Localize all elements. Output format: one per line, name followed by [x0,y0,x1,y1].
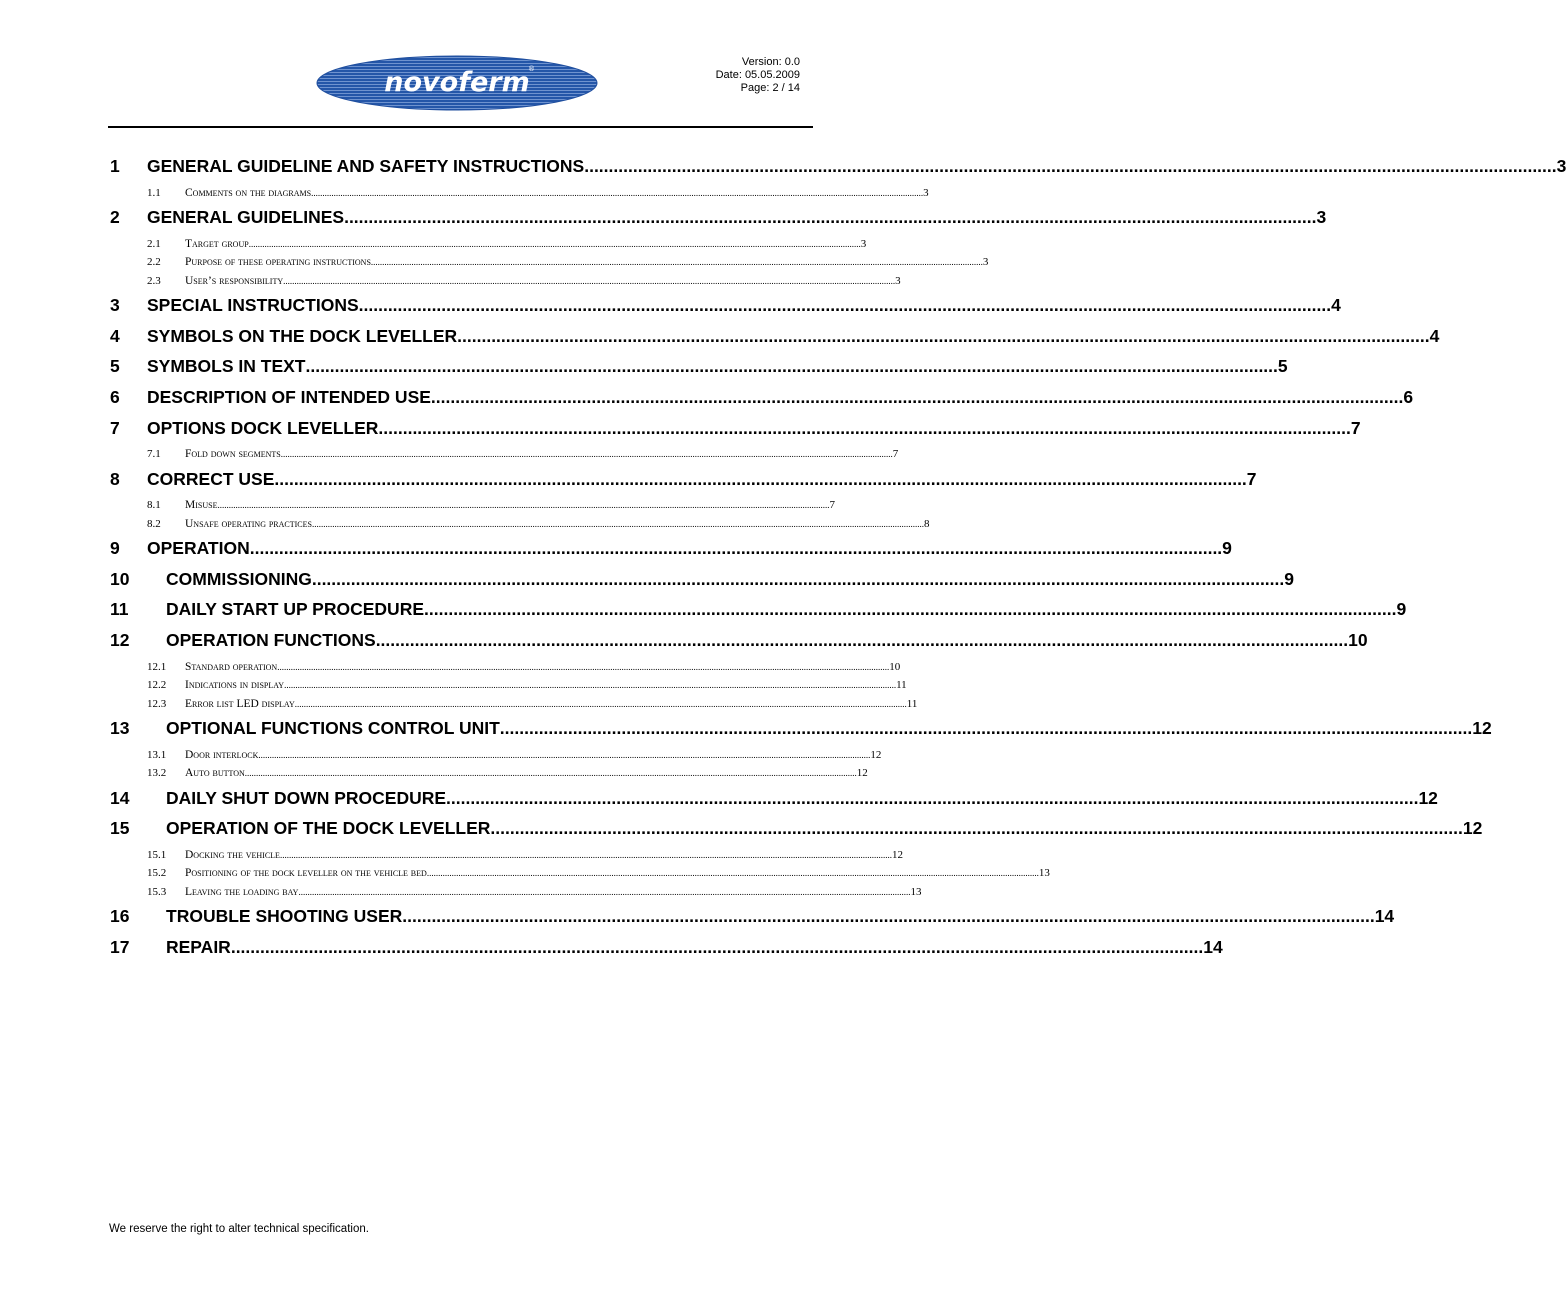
toc-leader-dots [359,292,1331,318]
toc-entry-number [110,846,185,864]
toc-entry-title: OPERATION OF THE DOCK LEVELLER [166,818,491,839]
toc-leader-dots [245,764,857,782]
toc-leader-dots [457,323,1429,349]
toc-entry-title: Error list LED display [185,697,295,710]
toc-entry-title: User’s responsibility [185,274,284,287]
toc-entry-number: 10 [110,568,130,589]
toc-entry-number-text: 2.3 [147,274,161,287]
toc-entry-page: 9 [1396,599,1407,620]
toc-section-entry[interactable] [110,764,868,783]
toc-entry-number-text: 13.2 [147,767,167,780]
toc-entry-number [110,253,185,271]
toc-entry-number-text: 1.1 [147,186,161,199]
toc-section-entry[interactable] [110,515,930,534]
toc-section-entry[interactable] [110,235,867,254]
toc-entry-page: 3 [923,186,929,199]
toc-entry-number-text: 13.1 [147,748,167,761]
toc-entry-title: Indications in display [185,679,285,692]
toc-entry-page: 14 [1203,937,1223,957]
toc-leader-dots [277,658,889,676]
toc-section-entry[interactable] [110,695,918,714]
toc-entry-title: OPTIONAL FUNCTIONS CONTROL UNIT [166,718,500,739]
toc-entry-title: Leaving the loading bay [185,885,299,898]
toc-leader-dots [312,566,1284,592]
toc-entry-title: OPTIONS DOCK LEVELLER [147,417,379,438]
toc-entry-number: 17 [110,937,130,957]
toc-chapter-entry[interactable] [110,566,1294,597]
toc-entry-page: 9 [1222,538,1232,559]
toc-entry-number [110,496,185,514]
toc-entry-number: 2 [110,207,120,228]
toc-entry-page: 9 [1284,568,1294,589]
toc-entry-number [110,864,185,882]
toc-chapter-entry[interactable] [110,715,1492,746]
footer-note: We reserve the right to alter technical specification. [109,1223,369,1235]
toc-entry-title: Misuse [185,499,218,512]
toc-entry-title: DAILY SHUT DOWN PROCEDURE [166,787,447,808]
toc-entry-page: 12 [891,848,903,861]
date-label: Date: 05.05.2009 [715,69,800,81]
toc-entry-title: Fold down segments [185,448,281,461]
toc-entry-number [110,445,185,463]
toc-section-entry[interactable] [110,846,903,865]
toc-entry-number-text: 2.2 [147,256,161,269]
toc-leader-dots [249,235,861,253]
toc-leader-dots [274,466,1246,492]
toc-entry-page: 13 [1038,867,1050,880]
toc-chapter-entry[interactable] [110,596,1407,627]
toc-entry-title: TROUBLE SHOOTING USER [166,906,403,927]
toc-entry-title: Docking the vehicle [185,848,280,861]
toc-leader-dots [217,496,829,514]
toc-leader-dots [500,715,1472,741]
toc-entry-page: 6 [1403,386,1414,407]
toc-entry-page: 7 [892,448,899,461]
toc-entry-number [110,515,185,533]
toc-leader-dots [258,746,870,764]
toc-leader-dots [446,785,1418,811]
toc-leader-dots [431,384,1403,410]
toc-entry-number: 4 [110,325,120,346]
toc-entry-title: DESCRIPTION OF INTENDED USE [147,386,431,407]
toc-leader-dots [427,864,1039,882]
toc-entry-title: Comments on the diagrams [185,186,312,199]
toc-section-entry[interactable] [110,184,929,203]
toc-entry-number [110,676,185,694]
toc-entry-number: 5 [110,356,120,377]
toc-entry-number [110,184,185,202]
toc-entry-number [110,746,185,764]
toc-entry-number-text: 15.1 [147,848,167,861]
toc-entry-page: 4 [1331,295,1341,316]
toc-entry-page: 5 [1277,356,1288,377]
toc-entry-number [110,272,185,290]
toc-leader-dots [584,153,1556,179]
toc-entry-page: 11 [896,679,907,692]
toc-leader-dots [378,415,1350,441]
toc-chapter-entry[interactable] [110,903,1395,934]
toc-entry-title: CORRECT USE [147,468,275,489]
registered-mark: ® [528,65,535,73]
toc-entry-page: 10 [1348,630,1368,651]
toc-leader-dots [284,676,896,694]
toc-section-entry[interactable] [110,658,901,677]
toc-leader-dots [371,253,983,271]
toc-entry-title: OPERATION [147,538,250,559]
toc-chapter-entry[interactable] [110,153,1566,184]
toc-leader-dots [281,445,893,463]
toc-entry-title: COMMISSIONING [166,568,312,589]
toc-entry-page: 7 [1246,468,1257,489]
toc-chapter-entry[interactable] [110,415,1361,446]
toc-chapter-entry[interactable] [110,204,1327,235]
toc-entry-page: 12 [1418,787,1438,808]
toc-entry-number-text: 8.1 [147,499,161,512]
toc-leader-dots [283,272,895,290]
toc-leader-dots [295,695,907,713]
toc-entry-page: 4 [1429,325,1440,346]
version-label: Version: 0.0 [741,56,800,68]
toc-leader-dots [312,515,924,533]
toc-entry-title: Door interlock [185,748,259,761]
toc-entry-page: 7 [1350,417,1361,438]
toc-leader-dots [280,846,892,864]
toc-chapter-entry[interactable] [110,353,1288,384]
toc-entry-page: 7 [829,499,835,512]
toc-entry-number-text: 15.3 [147,885,167,898]
toc-section-entry[interactable] [110,445,899,464]
toc-entry-page: 12 [1472,718,1492,739]
toc-entry-page: 14 [1374,906,1395,927]
toc-leader-dots [305,353,1277,379]
toc-entry-title: GENERAL GUIDELINE AND SAFETY INSTRUCTIONS [147,156,585,176]
toc-entry-title: REPAIR [166,937,231,957]
toc-entry-number: 6 [110,386,120,407]
toc-entry-number-text: 7.1 [147,448,161,461]
toc-section-entry[interactable] [110,272,901,291]
toc-entry-title: Purpose of these operating instructions [185,256,371,269]
toc-entry-page: 3 [895,274,901,287]
toc-entry-page: 10 [889,660,901,673]
toc-entry-number-text: 2.1 [147,237,161,250]
toc-chapter-entry[interactable] [110,785,1438,816]
toc-entry-title: SYMBOLS ON THE DOCK LEVELLER [147,325,458,346]
toc-chapter-entry[interactable] [110,535,1232,566]
toc-entry-number: 14 [110,787,130,808]
toc-entry-number: 13 [110,718,130,739]
toc-entry-title: Positioning of the dock leveller on the vehicle bed [185,867,427,880]
toc-entry-title: Auto button [185,767,245,780]
toc-section-entry[interactable] [110,883,922,902]
toc-chapter-entry[interactable] [110,323,1440,354]
document-meta [716,56,800,95]
table-of-contents [110,153,1566,965]
toc-chapter-entry[interactable] [110,292,1341,323]
toc-entry-page: 3 [1316,207,1327,228]
toc-section-entry[interactable] [110,676,907,695]
toc-entry-number [110,658,185,676]
toc-entry-title: GENERAL GUIDELINES [147,207,345,228]
toc-section-entry[interactable] [110,864,1050,883]
toc-entry-title: Unsafe operating practices [185,517,312,530]
logo-wordmark: novoferm [384,67,530,98]
toc-chapter-entry[interactable] [110,466,1257,497]
toc-entry-number [110,764,185,782]
toc-entry-title: Target group [185,237,249,250]
novoferm-logo [316,55,598,111]
toc-entry-number: 8 [110,468,120,489]
toc-entry-number: 9 [110,538,120,559]
toc-entry-number: 15 [110,818,130,839]
toc-chapter-entry[interactable] [110,815,1483,846]
toc-entry-number: 16 [110,906,130,927]
toc-entry-number-text: 12.1 [147,660,167,673]
page-number-label: Page: 2 / 14 [740,82,800,94]
toc-entry-number [110,695,185,713]
toc-entry-number-text: 12.3 [147,697,167,710]
toc-entry-page: 3 [1556,156,1566,176]
toc-section-entry[interactable] [110,496,835,515]
toc-leader-dots [311,184,923,202]
toc-entry-number: 1 [110,156,120,176]
toc-entry-number: 12 [110,630,130,651]
header-rule [108,126,813,128]
toc-entry-page: 12 [856,767,868,780]
toc-entry-number-text: 12.2 [147,679,167,692]
toc-entry-page: 3 [860,237,867,250]
toc-leader-dots [424,596,1396,622]
toc-entry-title: SPECIAL INSTRUCTIONS [147,295,359,316]
toc-entry-page: 13 [910,885,922,898]
toc-entry-page: 11 [906,697,918,710]
toc-entry-title: DAILY START UP PROCEDURE [166,599,425,620]
toc-leader-dots [344,204,1316,230]
toc-chapter-entry[interactable] [110,384,1414,415]
toc-entry-title: Standard operation [185,660,278,673]
toc-entry-number: 11 [110,599,129,620]
toc-entry-page: 8 [923,517,930,530]
toc-entry-number-text: 15.2 [147,867,167,880]
toc-section-entry[interactable] [110,253,989,272]
toc-leader-dots [376,627,1348,653]
toc-leader-dots [231,934,1203,960]
toc-entry-number-text: 8.2 [147,517,161,530]
toc-entry-title: SYMBOLS IN TEXT [147,356,306,377]
toc-entry-number [110,883,185,901]
toc-entry-number: 7 [110,417,120,438]
toc-leader-dots [490,815,1462,841]
toc-leader-dots [402,903,1374,929]
toc-section-entry[interactable] [110,746,882,765]
toc-chapter-entry[interactable] [110,627,1368,658]
toc-entry-title: OPERATION FUNCTIONS [166,630,376,651]
toc-chapter-entry[interactable] [110,934,1223,965]
toc-entry-page: 12 [1462,818,1483,839]
toc-entry-number: 3 [110,295,120,316]
toc-entry-page: 12 [870,748,882,761]
toc-leader-dots [250,535,1222,561]
toc-entry-page: 3 [982,256,989,269]
toc-leader-dots [298,883,910,901]
toc-entry-number [110,235,185,253]
